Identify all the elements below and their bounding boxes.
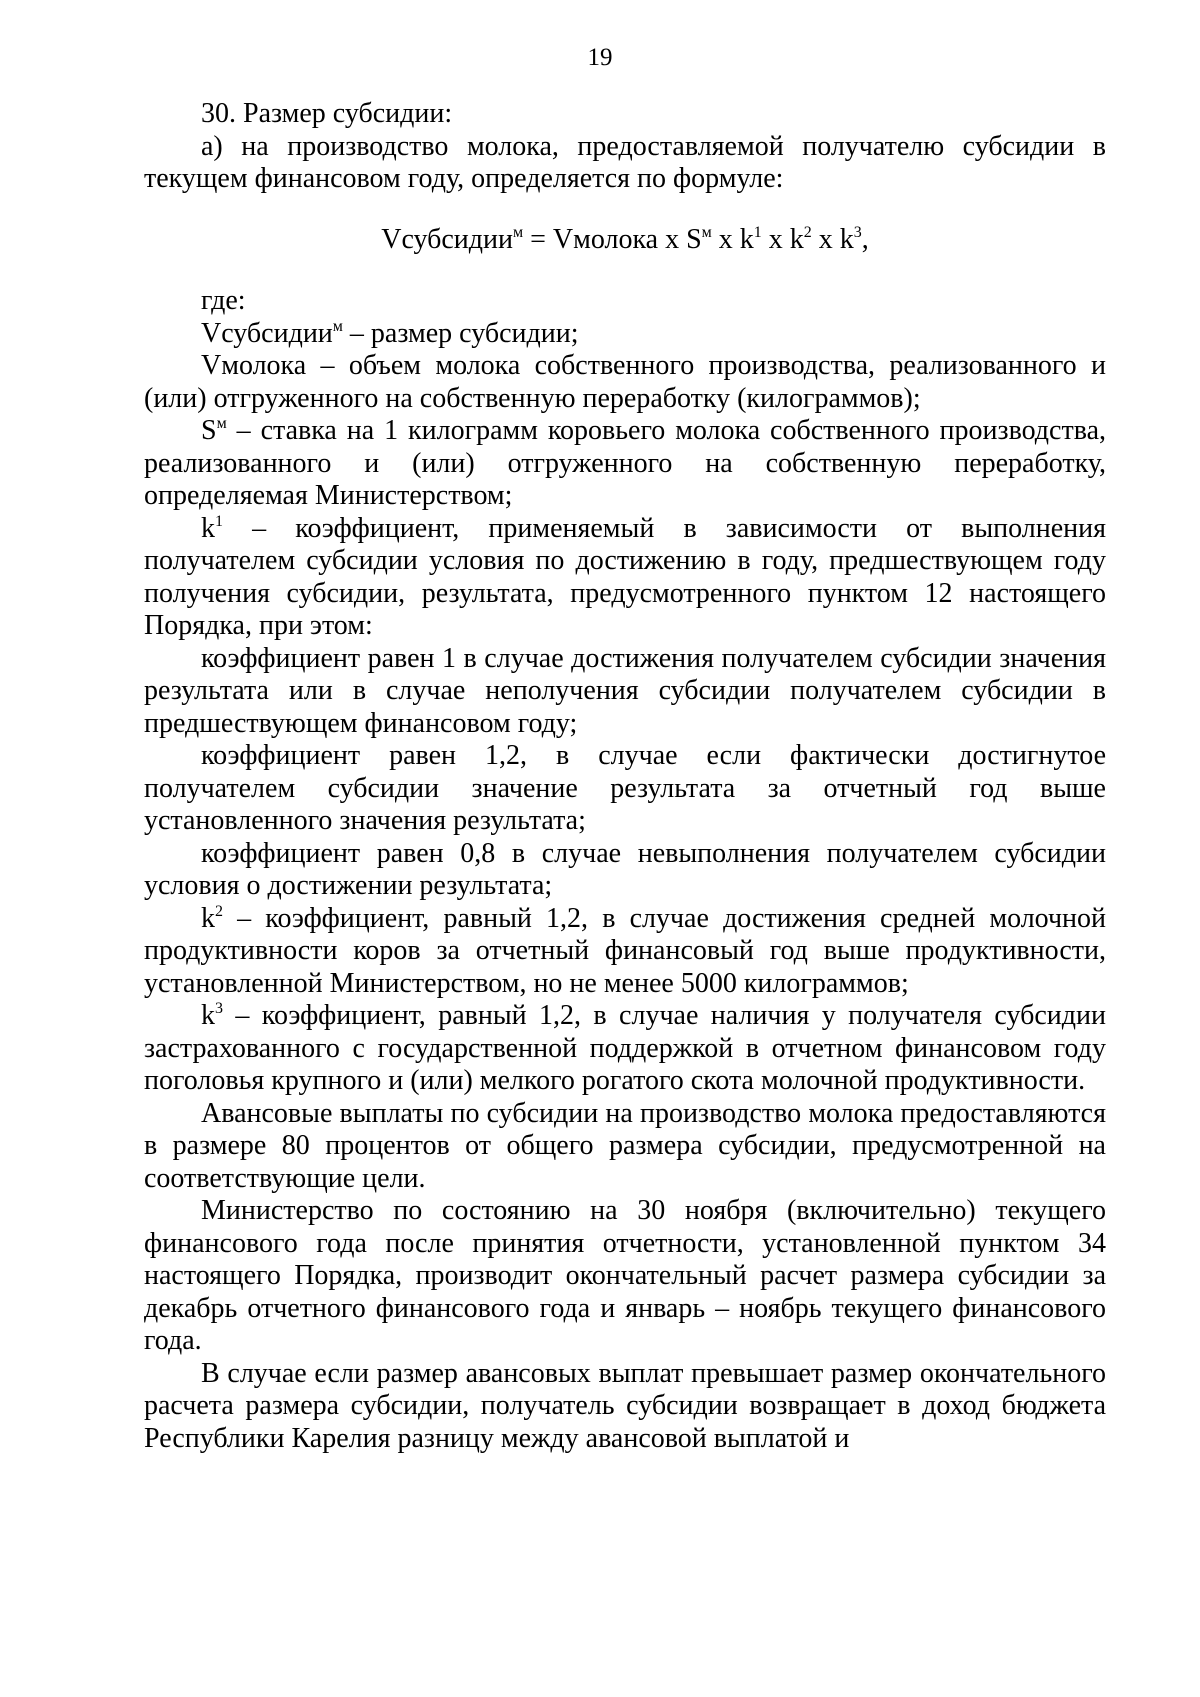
k2-text: – коэффициент, равный 1,2, в случае достижения средней молочной продуктивности коров за отчетный финансовый год выше продуктивности, установленной Министерством, но не менее 5000 килограммов; — [144, 902, 1106, 999]
k1-case-3: коэффициент равен 0,8 в случае невыполнения получателем субсидии условия о достижении результата; — [144, 837, 1106, 901]
section-heading: 30. Размер субсидии: — [201, 98, 453, 129]
overpayment-paragraph: В случае если размер авансовых выплат превышает размер окончательного расчета размера субсидии, получатель субсидии возвращает в доход бюджета Республики Карелия разницу между авансовой выплатой и — [144, 1357, 1106, 1454]
formula-x-k2: x k — [761, 223, 804, 255]
formula-x-k1: x k — [711, 223, 754, 255]
advance-payments-paragraph: Авансовые выплаты по субсидии на производство молока предоставляются в размере 80 процентов от общего размера субсидии, предусмотренной на соответствующие цели. — [144, 1097, 1106, 1194]
k1-case-2: коэффициент равен 1,2, в случае если фактически достигнутое получателем субсидии значение результата за отчетный год выше установленного значения результата; — [144, 740, 1106, 836]
k1-sup: 1 — [215, 512, 223, 530]
definition-k3 — [144, 1000, 1106, 1098]
where-label: где: — [201, 285, 246, 316]
sm-sup: м — [216, 415, 227, 432]
k3-symbol: k — [201, 1000, 215, 1031]
formula-sup-3: 3 — [853, 223, 862, 241]
formula-sup-2: 2 — [803, 223, 812, 241]
subsidy-formula — [144, 224, 1106, 257]
sm-text: – ставка на 1 килограмм коровьего молока собственного производства, реализованного и (или) отгруженного на собственную переработку, определяемая Министерством; — [144, 415, 1106, 511]
definition-k2 — [144, 903, 1106, 1001]
item-a-paragraph: а) на производство молока, предоставляемой получателю субсидии в текущем финансовом году, определяется по формуле: — [144, 130, 1106, 194]
vsubsidii-sup: м — [332, 317, 343, 335]
k3-text: – коэффициент, равный 1,2, в случае наличия у получателя субсидии застрахованного с государственной поддержкой в отчетном финансовом году поголовья крупного и (или) мелкого рогатого скота молочной продуктивности. — [144, 1000, 1106, 1096]
k1-text: – коэффициент, применяемый в зависимости от выполнения получателем субсидии условия по достижению в году, предшествующем году получения субсидии, результата, предусмотренного пунктом 12 настоящего Порядка, при этом: — [144, 512, 1106, 641]
definition-vmoloka: Vмолока – объем молока собственного производства, реализованного и (или) отгруженного на собственную переработку (килограммов); — [144, 350, 1106, 414]
k2-symbol: k — [201, 902, 215, 934]
formula-vsubsidii: Vсубсидии — [381, 223, 514, 255]
k3-sup: 3 — [215, 1000, 223, 1017]
formula-sup-m: м — [513, 223, 524, 241]
definition-k1 — [144, 513, 1106, 643]
k2-sup: 2 — [215, 902, 223, 920]
k1-symbol: k — [201, 512, 215, 544]
sm-symbol: S — [201, 415, 217, 446]
k1-case-1: коэффициент равен 1 в случае достижения получателем субсидии значения результата или в случае неполучения субсидии получателем субсидии в предшествующем финансовом году; — [144, 642, 1106, 739]
formula-x-k3: x k — [811, 223, 854, 255]
definition-vsubsidii — [144, 318, 1106, 351]
formula-vmoloka-s: = Vмолока x S — [523, 223, 702, 255]
definition-sm — [144, 415, 1106, 513]
formula-tail: , — [861, 223, 869, 255]
vsubsidii-text: – размер субсидии; — [342, 317, 579, 349]
vsubsidii-symbol: Vсубсидии — [201, 317, 333, 349]
page-number: 19 — [587, 44, 613, 71]
document-body — [144, 98, 1106, 1455]
formula-sup-m-2: м — [701, 223, 712, 241]
final-calculation-paragraph: Министерство по состоянию на 30 ноября (включительно) текущего финансового года после принятия отчетности, установленной пунктом 34 настоящего Порядка, производит окончательный расчет размера субсидии за декабрь отчетного финансового года и январь – ноябрь текущего финансового года. — [144, 1195, 1106, 1356]
formula-sup-1: 1 — [753, 223, 762, 241]
